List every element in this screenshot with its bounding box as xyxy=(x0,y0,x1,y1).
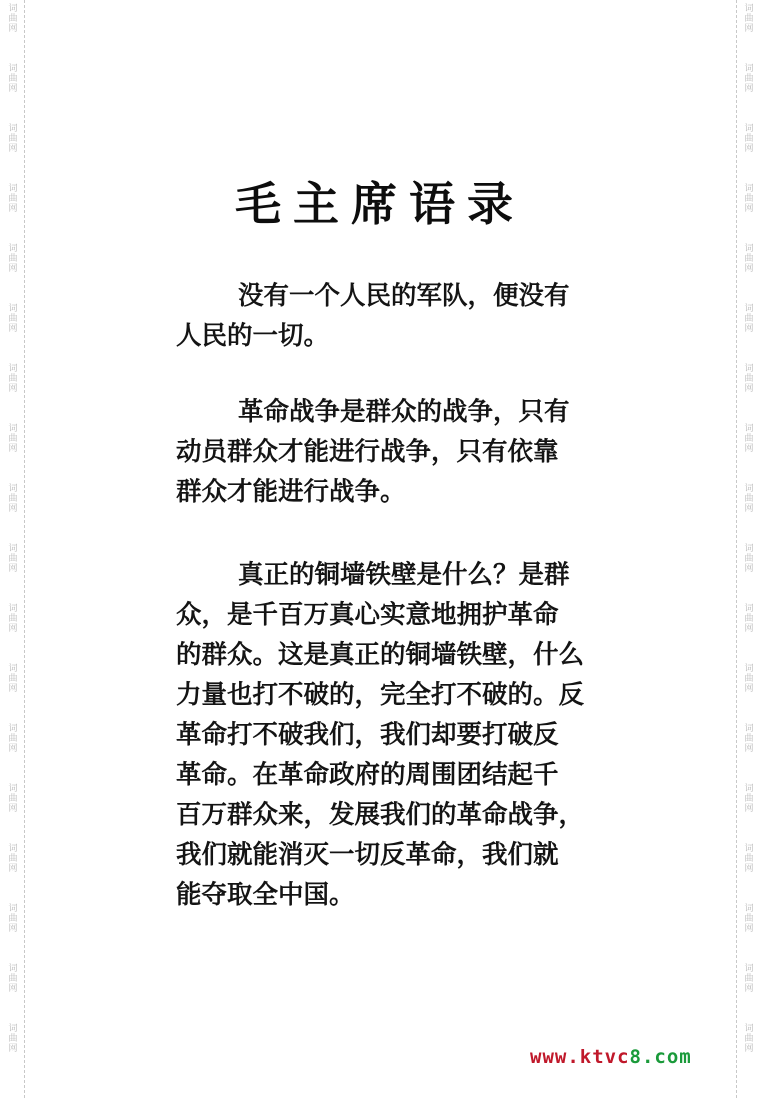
watermark-mark: 词 曲 网 xyxy=(744,844,754,874)
watermark-mark: 词 曲 网 xyxy=(744,4,754,34)
watermark-mark: 词 曲 网 xyxy=(8,844,18,874)
quote-line: 革命打不破我们，我们却要打破反 xyxy=(176,720,559,750)
watermark-mark: 词 曲 网 xyxy=(744,124,754,154)
watermark-mark: 词 曲 网 xyxy=(8,544,18,574)
quote-line: 我们就能消灭一切反革命，我们就 xyxy=(176,840,559,870)
quote-line: 力量也打不破的，完全打不破的。反 xyxy=(176,680,585,710)
site-watermark-part1: www.ktvc xyxy=(530,1046,630,1068)
watermark-mark: 词 曲 网 xyxy=(8,664,18,694)
quote-line: 群众才能进行战争。 xyxy=(176,477,406,507)
site-watermark xyxy=(530,1046,692,1068)
site-watermark-part2: 8.com xyxy=(629,1046,692,1068)
watermark-mark: 词 曲 网 xyxy=(744,664,754,694)
quote-line: 的群众。这是真正的铜墙铁壁，什么 xyxy=(176,640,585,670)
quote-paragraph-1 xyxy=(176,276,626,356)
watermark-mark: 词 曲 网 xyxy=(744,184,754,214)
watermark-mark: 词 曲 网 xyxy=(8,304,18,334)
quote-line: 动员群众才能进行战争，只有依靠 xyxy=(176,437,559,467)
watermark-mark: 词 曲 网 xyxy=(744,1024,754,1054)
watermark-mark: 词 曲 网 xyxy=(744,964,754,994)
watermark-mark: 词 曲 网 xyxy=(8,964,18,994)
watermark-mark: 词 曲 网 xyxy=(744,244,754,274)
watermark-mark: 词 曲 网 xyxy=(744,904,754,934)
watermark-mark: 词 曲 网 xyxy=(744,484,754,514)
watermark-mark: 词 曲 网 xyxy=(8,1024,18,1054)
page-title: 毛主席语录 xyxy=(235,177,525,231)
quote-line: 革命。在革命政府的周围团结起千 xyxy=(176,760,559,790)
watermark-mark: 词 曲 网 xyxy=(8,364,18,394)
watermark-mark: 词 曲 网 xyxy=(8,124,18,154)
watermark-mark: 词 曲 网 xyxy=(8,64,18,94)
watermark-mark: 词 曲 网 xyxy=(744,64,754,94)
quote-line: 革命战争是群众的战争，只有 xyxy=(238,397,570,427)
quote-line: 百万群众来，发展我们的革命战争， xyxy=(176,800,585,830)
watermark-mark: 词 曲 网 xyxy=(8,724,18,754)
watermark-mark: 词 曲 网 xyxy=(8,4,18,34)
quote-paragraph-2 xyxy=(176,392,626,512)
watermark-mark: 词 曲 网 xyxy=(744,604,754,634)
watermark-mark: 词 曲 网 xyxy=(744,784,754,814)
watermark-mark: 词 曲 网 xyxy=(8,904,18,934)
watermark-mark: 词 曲 网 xyxy=(744,424,754,454)
quote-line: 真正的铜墙铁壁是什么？是群 xyxy=(238,560,570,590)
watermark-mark: 词 曲 网 xyxy=(8,184,18,214)
watermark-mark: 词 曲 网 xyxy=(8,604,18,634)
quote-line: 人民的一切。 xyxy=(176,321,330,351)
quote-paragraph-3 xyxy=(176,555,626,915)
watermark-mark: 词 曲 网 xyxy=(8,244,18,274)
quote-line: 没有一个人民的军队，便没有 xyxy=(238,281,570,311)
watermark-mark: 词 曲 网 xyxy=(744,724,754,754)
watermark-mark: 词 曲 网 xyxy=(744,544,754,574)
watermark-mark: 词 曲 网 xyxy=(8,784,18,814)
watermark-mark: 词 曲 网 xyxy=(744,304,754,334)
watermark-mark: 词 曲 网 xyxy=(8,484,18,514)
watermark-mark: 词 曲 网 xyxy=(744,364,754,394)
watermark-mark: 词 曲 网 xyxy=(8,424,18,454)
quote-line: 众，是千百万真心实意地拥护革命 xyxy=(176,600,559,630)
quote-line: 能夺取全中国。 xyxy=(176,880,355,910)
